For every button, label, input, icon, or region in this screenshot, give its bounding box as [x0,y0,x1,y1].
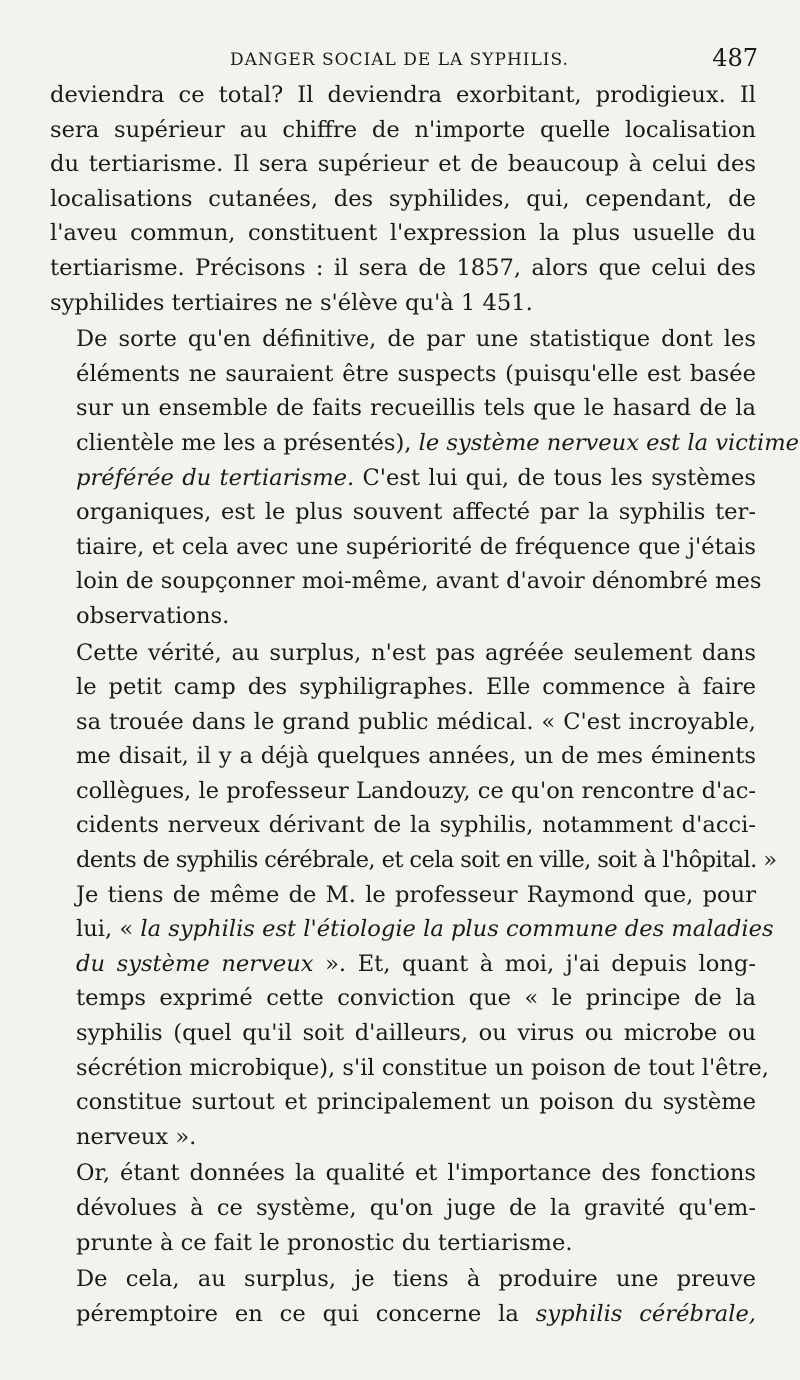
text-line: tiaire, et cela avec une supériorité de fréquence que j'étais [76,533,756,560]
italic-emphasis: le système nerveux est la victime [418,429,799,456]
running-head [50,40,756,78]
text-line: syphilis (quel qu'il soit d'ailleurs, ou virus ou microbe ou [76,1020,756,1047]
text-line: De cela, au surplus, je tiens à produire une preuve [76,1266,756,1293]
text-line: observations. [76,602,230,629]
text-line-mixed [50,1297,756,1332]
text-line: me disait, il y a déjà quelques années, un de mes éminents [76,743,756,770]
text-fragment: péremptoire en ce qui concerne la [76,1300,536,1327]
text-line: l'aveu commun, constituent l'expression la plus usuelle du [50,220,756,247]
text-line: syphilides tertiaires ne s'élève qu'à 1 451. [50,289,533,316]
text-line: nerveux ». [76,1123,197,1150]
text-line: du tertiarisme. Il sera supérieur et de beaucoup à celui des [50,151,756,178]
text-line-mixed [50,947,756,982]
text-line-mixed [50,461,756,496]
paragraph-1 [50,78,756,320]
body-text [50,78,799,1331]
text-line: collègues, le professeur Landouzy, ce qu'on rencontre d'ac- [76,777,756,804]
italic-emphasis: préférée du tertiarisme. [76,464,355,491]
text-line: le petit camp des syphiligraphes. Elle commence à faire [76,674,756,701]
text-line: deviendra ce total? Il deviendra exorbitant, prodigieux. Il [50,82,756,108]
text-line-mixed [50,912,774,947]
running-title: DANGER SOCIAL DE LA SYPHILIS. [230,50,569,70]
text-line: organiques, est le plus souvent affecté par la syphilis ter- [76,499,756,526]
text-fragment: C'est lui qui, de tous les systèmes [354,464,757,491]
text-line: cidents nerveux dérivant de la syphilis, notamment d'acci- [76,812,756,839]
text-fragment: lui, « [76,916,141,943]
text-line: tertiarisme. Précisons : il sera de 1857, alors que celui des [50,254,756,281]
text-line: Cette vérité, au surplus, n'est pas agréée seulement dans [76,639,756,666]
text-line: temps exprimé cette conviction que « le principe de la [76,985,756,1012]
text-line: sur un ensemble de faits recueillis tels que le hasard de la [76,395,756,422]
text-line: éléments ne sauraient être suspects (puisqu'elle est basée [76,360,756,387]
italic-quote: du système nerveux [76,950,314,977]
italic-quote: la syphilis est l'étiologie la plus commune des maladies [140,916,774,943]
text-line: constitue surtout et principalement un poison du système [76,1089,756,1116]
text-line: prunte à ce fait le pronostic du tertiarisme. [76,1229,573,1256]
text-line: sécrétion microbique), s'il constitue un poison de tout l'être, [76,1054,769,1081]
text-line: loin de soupçonner moi-même, avant d'avoir dénombré mes [76,568,762,595]
text-line: sa trouée dans le grand public médical. « C'est incroyable, [76,708,756,735]
paragraph-2 [50,322,799,633]
text-line: localisations cutanées, des syphilides, qui, cependant, de [50,185,756,212]
text-line: dents de syphilis cérébrale, et cela soit en ville, soit à l'hôpital. » [76,847,777,874]
text-line: De sorte qu'en définitive, de par une statistique dont les [76,326,756,353]
paragraph-3 [50,636,777,1155]
page-number: 487 [712,44,758,72]
text-line-mixed [50,426,799,461]
paragraph-4 [50,1156,756,1260]
text-fragment: clientèle me les a présentés), [76,429,419,456]
paragraph-5 [50,1262,756,1331]
text-line: sera supérieur au chiffre de n'importe quelle localisation [50,116,756,143]
text-fragment: ». Et, quant à moi, j'ai depuis long- [313,950,757,977]
text-line: Or, étant données la qualité et l'importance des fonctions [76,1160,756,1187]
italic-emphasis: syphilis cérébrale, [535,1300,756,1327]
text-line: Je tiens de même de M. le professeur Raymond que, pour [76,881,756,908]
text-line: dévolues à ce système, qu'on juge de la gravité qu'em- [76,1195,756,1221]
